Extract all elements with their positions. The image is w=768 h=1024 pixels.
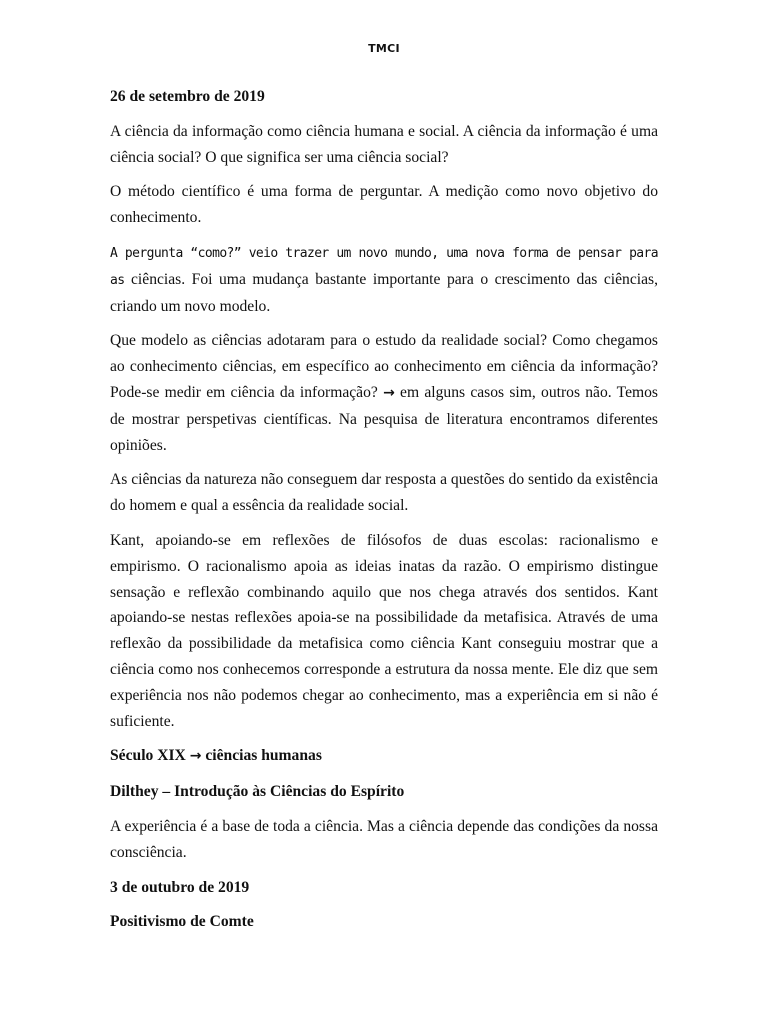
paragraph-7: A experiência é a base de toda a ciência. Mas a ciência depende das condições da nossa consciência. (110, 817, 658, 861)
paragraph-6: Kant, apoiando-se em reflexões de filósofos de duas escolas: racionalismo e empirismo. O racionalismo apoia as ideias inatas da razão. O empirismo distingue sensação e reflexão combinando aquilo que nos chega através dos sentidos. Kant apoiando-se nestas reflexões apoia-se na possibilidade da metafisica. Através de uma reflexão da possibilidade da metafisica como ciência Kant conseguiu mostrar que a ciência como nos conhecemos corresponde a estrutura da nossa mente. Ele diz que sem experiência nos não podemos chegar ao conhecimento, mas a experiência em si não é suficiente. (110, 531, 658, 730)
heading-seculo-xix (110, 743, 658, 770)
heading-seculo-text-a: Século XIX (110, 747, 190, 765)
paragraph-2: O método científico é uma forma de perguntar. A medição como novo objetivo do conhecimento. (110, 183, 658, 227)
paragraph-1: A ciência da informação como ciência humana e social. A ciência da informação é uma ciência social? O que significa ser uma ciência social? (110, 122, 658, 166)
page-header: TMCI (368, 42, 400, 55)
right-arrow-icon: → (189, 748, 202, 765)
paragraph-3 (110, 240, 658, 319)
paragraph-4 (110, 328, 658, 458)
date-heading-1: 26 de setembro de 2019 (110, 88, 265, 105)
paragraph-4-text-b: em alguns casos sim, outros não. Temos de mostrar perspetivas científicas. Na pesquisa de literatura encontramos diferentes opiniões. (110, 383, 658, 454)
paragraph-3-mono-text: A pergunta “como?” veio trazer um novo mundo, uma nova forma de pensar para as (110, 245, 658, 288)
paragraph-5: As ciências da natureza não conseguem dar resposta a questões do sentido da existência do homem e qual a essência da realidade social. (110, 471, 658, 515)
heading-positivismo: Positivismo de Comte (110, 913, 254, 931)
heading-seculo-text-b: ciências humanas (201, 747, 322, 765)
heading-dilthey: Dilthey – Introdução às Ciências do Espírito (110, 783, 405, 801)
paragraph-4-text-a: Que modelo as ciências adotaram para o estudo da realidade social? Como chegamos ao conhecimento ciências, em específico ao conhecimento em ciência da informação? Pode-se medir em ciência da informação? (110, 332, 658, 401)
document-body (110, 84, 658, 944)
right-arrow-icon: → (383, 384, 395, 401)
paragraph-3-text: ciências. Foi uma mudança bastante importante para o crescimento das ciências, criando um novo modelo. (110, 270, 658, 315)
date-heading-2: 3 de outubro de 2019 (110, 878, 250, 896)
